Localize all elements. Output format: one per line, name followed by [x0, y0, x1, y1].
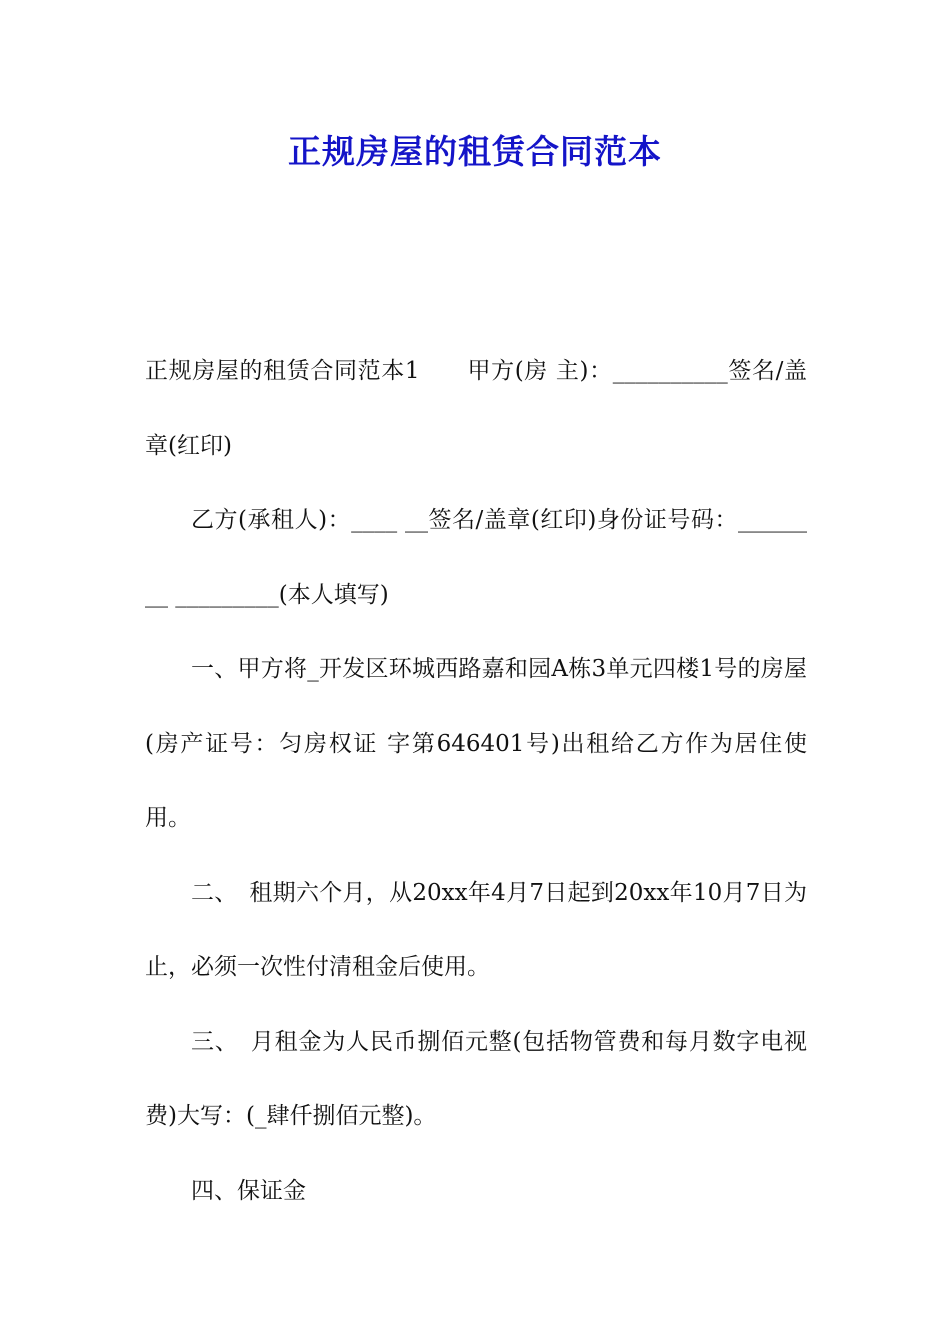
- paragraph-clause-1: 一、甲方将_开发区环城西路嘉和园A栋3单元四楼1号的房屋(房产证号：匀房权证 字第646401号)出租给乙方作为居住使用。: [145, 656, 807, 831]
- paragraph-clause-4: 四、保证金: [191, 1177, 306, 1204]
- document-body: [145, 334, 807, 1228]
- paragraph-clause-2: 二、 租期六个月，从20xx年4月7日起到20xx年10月7日为止，必须一次性付清租金后使用。: [145, 879, 807, 980]
- paragraph-clause-3: 三、 月租金为人民币捌佰元整(包括物管费和每月数字电视费)大写：(_肆仟捌佰元整)。: [145, 1028, 807, 1129]
- paragraph-intro-party-a: 正规房屋的租赁合同范本1 甲方(房 主)：__________签名/盖章(红印): [145, 358, 807, 459]
- paragraph-party-b: 乙方(承租人)：____ __签名/盖章(红印)身份证号码：______ __ _________(本人填写): [145, 507, 807, 608]
- document-title: 正规房屋的租赁合同范本: [288, 132, 662, 171]
